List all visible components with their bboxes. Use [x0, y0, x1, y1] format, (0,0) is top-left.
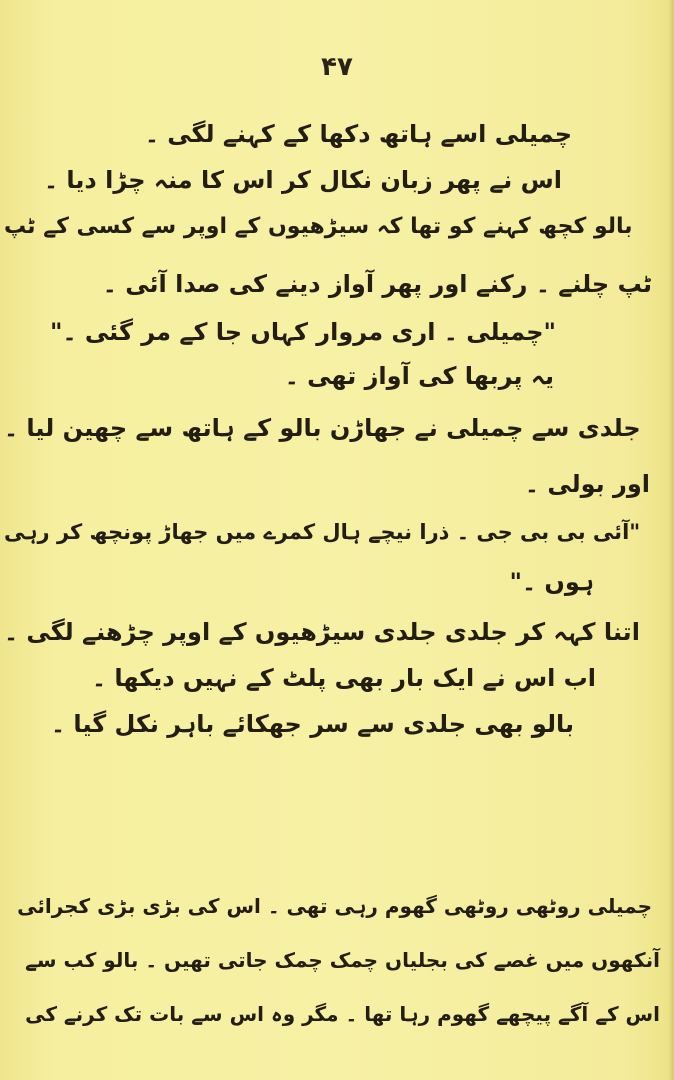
text-line: جلدی سے چمیلی نے جھاڑن بالو کے ہاتھ سے چھین لیا ۔: [4, 414, 641, 442]
text-line: "آئی بی بی جی ۔ ذرا نیچے ہال کمرے میں جھاڑ پونچھ کر رہی: [4, 520, 641, 544]
text-line: اس کے آگے پیچھے گھوم رہا تھا ۔ مگر وہ اس سے بات تک کرنے کی: [25, 1002, 660, 1026]
text-line: چمیلی اسے ہاتھ دکھا کے کہنے لگی ۔: [144, 120, 572, 148]
text-line: "چمیلی ۔ اری مروار کہاں جا کے مر گئی ۔": [49, 318, 556, 346]
text-line: ہوں ۔": [509, 568, 594, 596]
text-line: اتنا کہہ کر جلدی جلدی سیڑھیوں کے اوپر چڑھنے لگی ۔: [4, 618, 640, 646]
text-line: بالو بھی جلدی سے سر جھکائے باہر نکل گیا ۔: [51, 710, 574, 738]
page-number: ۴۷: [321, 52, 353, 82]
text-line: اور بولی ۔: [524, 470, 650, 498]
text-line: یہ پربھا کی آواز تھی ۔: [284, 362, 554, 390]
text-line: اب اس نے ایک بار بھی پلٹ کے نہیں دیکھا ۔: [91, 664, 596, 692]
text-line: اس نے پھر زبان نکال کر اس کا منہ چڑا دیا ۔: [43, 166, 562, 194]
text-line: آنکھوں میں غصے کی بجلیاں چمک چمک جاتی تھیں ۔ بالو کب سے: [25, 948, 660, 972]
text-line: بالو کچھ کہنے کو تھا کہ سیڑھیوں کے اوپر سے کسی کے ٹپ: [4, 214, 633, 239]
text-line: ٹپ چلنے ۔ رکنے اور پھر آواز دینے کی صدا آئی ۔: [102, 270, 652, 298]
text-line: چمیلی روٹھی روٹھی گھوم رہی تھی ۔ اس کی بڑی بڑی کجرائی: [17, 894, 652, 918]
page-edge-shadow: [668, 0, 674, 1080]
